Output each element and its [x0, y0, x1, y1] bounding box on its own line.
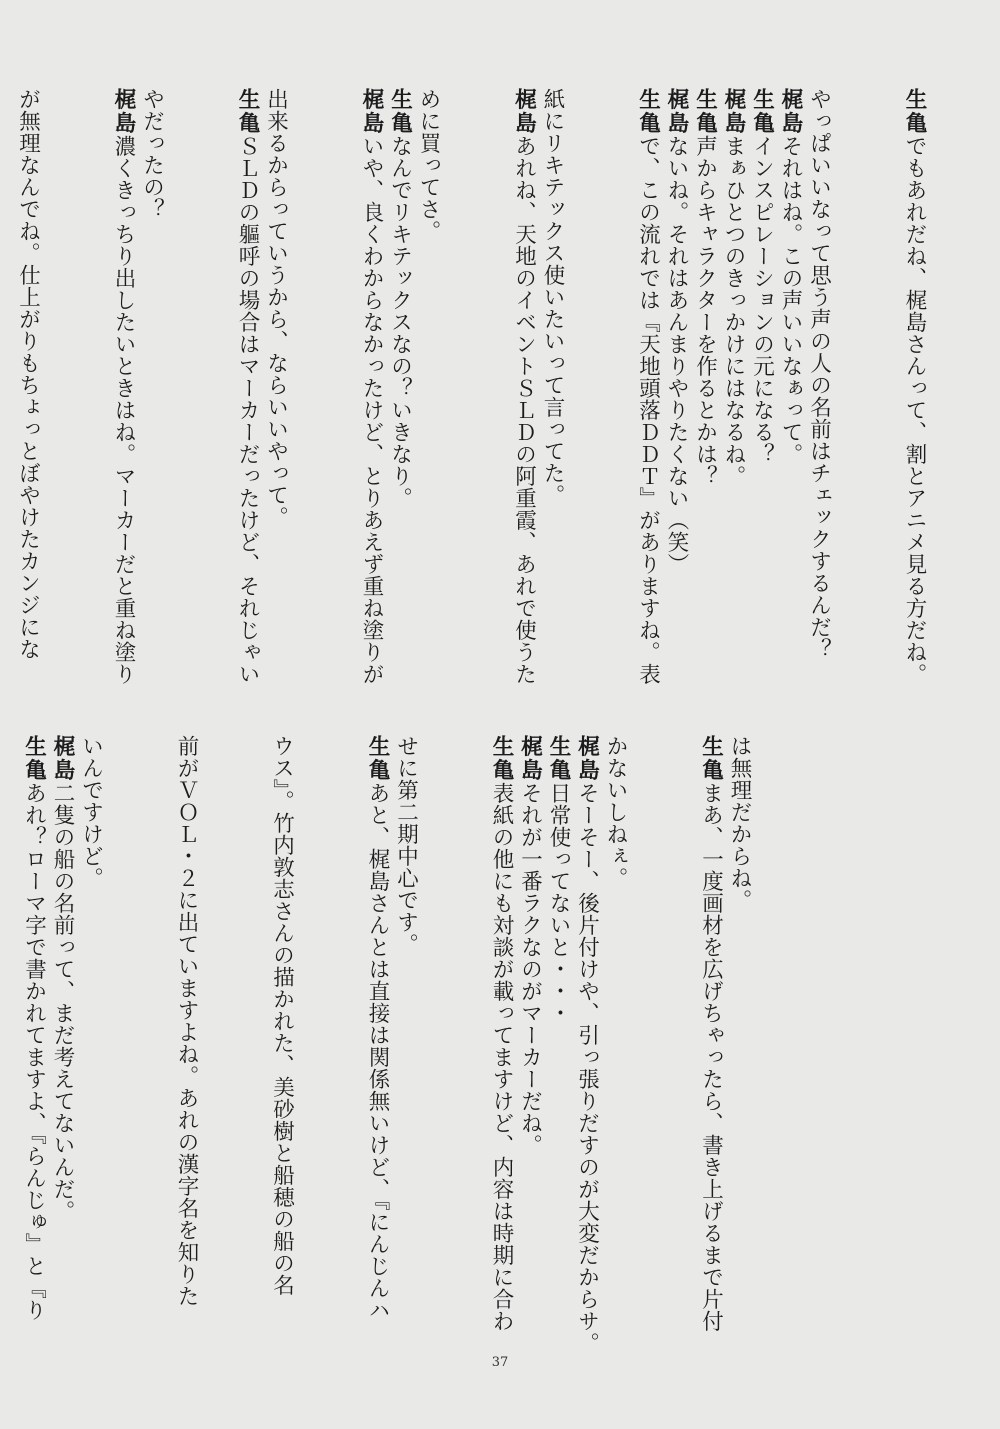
dialogue-text: それが一番ラクなのがマーカーだね。 — [517, 782, 543, 1156]
speaker-name: 生亀 — [749, 88, 775, 135]
dialogue-line — [725, 735, 821, 1335]
speaker-name: 生亀 — [365, 735, 390, 782]
dialogue-line — [747, 88, 776, 698]
dialogue-line — [538, 88, 634, 698]
upper-dialogue-column-block — [0, 88, 928, 698]
dialogue-text: ＳＬＤの軀呼の場合はマーカーだったけど、それじゃい — [235, 135, 260, 685]
dialogue-text: やっぱいいなって思う声の人の名前はチェックするんだ？ — [806, 88, 832, 660]
dialogue-text: ウス』。竹内敦志さんの描かれた、美砂樹と船穂の船の名 — [269, 735, 295, 1297]
speaker-name: 生亀 — [692, 88, 718, 135]
dialogue-line — [172, 735, 268, 1335]
dialogue-line — [48, 735, 77, 1335]
speaker-name: 生亀 — [235, 88, 260, 135]
dialogue-line — [544, 735, 573, 1335]
dialogue-text: あれ？ローマ字で書かれてますよ、『らんじゅ』と『り — [21, 782, 47, 1322]
dialogue-line — [363, 735, 392, 1335]
dialogue-line — [19, 735, 48, 1335]
dialogue-text: 表紙の他にも対談が載ってますけど、内容は時期に合わ — [489, 782, 514, 1332]
speaker-name: 梶島 — [359, 88, 384, 135]
dialogue-text: インスピレーションの元になる？ — [749, 135, 775, 465]
dialogue-text: それはね。この声いいなぁって。 — [778, 135, 803, 465]
dialogue-line — [509, 88, 538, 698]
dialogue-text: で、この流れでは『天地頭落ＤＤＴ』がありますね。表 — [635, 135, 661, 685]
dialogue-line — [690, 88, 719, 698]
dialogue-line — [357, 88, 386, 698]
speaker-name: 生亀 — [902, 88, 927, 135]
dialogue-text: でもあれだね、梶島さんって、割とアニメ見る方だね。 — [902, 135, 927, 685]
dialogue-line — [804, 88, 900, 698]
dialogue-text: やだったの？ — [139, 88, 165, 220]
dialogue-text: あと、梶島さんとは直接は関係無いけど、『にんじんハ — [365, 782, 390, 1322]
dialogue-line — [385, 88, 414, 698]
dialogue-line — [261, 88, 357, 698]
page-number: 37 — [491, 1355, 509, 1370]
dialogue-text: 濃くきっちり出したいときはね。マーカーだと重ね塗り — [111, 135, 136, 685]
dialogue-line — [572, 735, 601, 1354]
dialogue-text: なんでリキテックスなの？いきなり。 — [387, 135, 413, 509]
dialogue-text: めに買ってさ。 — [416, 88, 441, 242]
dialogue-text: ないね。それはあんまりやりたくない（笑） — [664, 135, 689, 575]
speaker-name: 梶島 — [664, 88, 689, 135]
dialogue-line — [776, 88, 805, 698]
dialogue-line — [233, 88, 262, 698]
dialogue-text: 二隻の船の名前って、まだ考えてないんだ。 — [50, 782, 75, 1222]
dialogue-text: いや、良くわからなかったけど、とりあえず重ね塗りが — [359, 135, 384, 685]
dialogue-text: 出来るからっていうから、ならいいやって。 — [263, 88, 289, 528]
dialogue-text: 前がＶＯＬ・２に出ていますよね。あれの漢字名を知りた — [174, 735, 199, 1307]
speaker-name: 梶島 — [111, 88, 136, 135]
dialogue-text: 紙にリキテックス使いたいって言ってた。 — [540, 88, 565, 506]
dialogue-line — [76, 735, 172, 1335]
dialogue-line — [267, 735, 363, 1335]
dialogue-line — [13, 88, 109, 698]
speaker-name: 生亀 — [635, 88, 661, 135]
lower-dialogue-column-block — [0, 735, 820, 1354]
speaker-name: 梶島 — [778, 88, 803, 135]
dialogue-line — [633, 88, 662, 698]
speaker-name: 梶島 — [517, 735, 543, 782]
speaker-name: 梶島 — [721, 88, 746, 135]
dialogue-line — [487, 735, 516, 1335]
speaker-name: 生亀 — [387, 88, 413, 135]
dialogue-text: まあ、一度画材を広げちゃったら、書き上げるまで片付 — [698, 782, 724, 1332]
dialogue-line — [109, 88, 138, 698]
dialogue-line — [696, 735, 725, 1335]
dialogue-text: 声からキャラクターを作るとかは？ — [692, 135, 718, 487]
dialogue-line — [0, 88, 13, 698]
dialogue-text: そーそー、後片付けや、引っ張りだすのが大変だからサ。 — [574, 782, 600, 1354]
dialogue-text: せに第二期中心です。 — [393, 735, 419, 955]
speaker-name: 生亀 — [546, 735, 571, 782]
dialogue-line — [414, 88, 510, 698]
dialogue-text: 日常使ってないと・・・ — [546, 782, 571, 1024]
speaker-name: 生亀 — [489, 735, 514, 782]
dialogue-line — [137, 88, 233, 698]
dialogue-text: は無理だからね。 — [727, 735, 752, 911]
dialogue-line — [601, 735, 697, 1335]
dialogue-text: かないしねぇ。 — [603, 735, 628, 889]
speaker-name: 梶島 — [511, 88, 537, 135]
dialogue-line — [515, 735, 544, 1335]
dialogue-text: まぁひとつのきっかけにはなるね。 — [721, 135, 746, 487]
dialogue-line — [391, 735, 487, 1335]
speaker-name: 生亀 — [698, 735, 724, 782]
dialogue-line — [0, 735, 19, 1335]
dialogue-line — [900, 88, 929, 698]
dialogue-line — [662, 88, 691, 698]
dialogue-text: が無理なんでね。仕上がりもちょっとぼやけたカンジにな — [15, 88, 41, 660]
speaker-name: 梶島 — [574, 735, 600, 782]
dialogue-text: いんですけど。 — [78, 735, 104, 889]
dialogue-text: あれね、天地のイベントＳＬＤの阿重霞、あれで使うた — [511, 135, 537, 685]
speaker-name: 生亀 — [21, 735, 47, 782]
dialogue-line — [719, 88, 748, 698]
speaker-name: 梶島 — [50, 735, 75, 782]
